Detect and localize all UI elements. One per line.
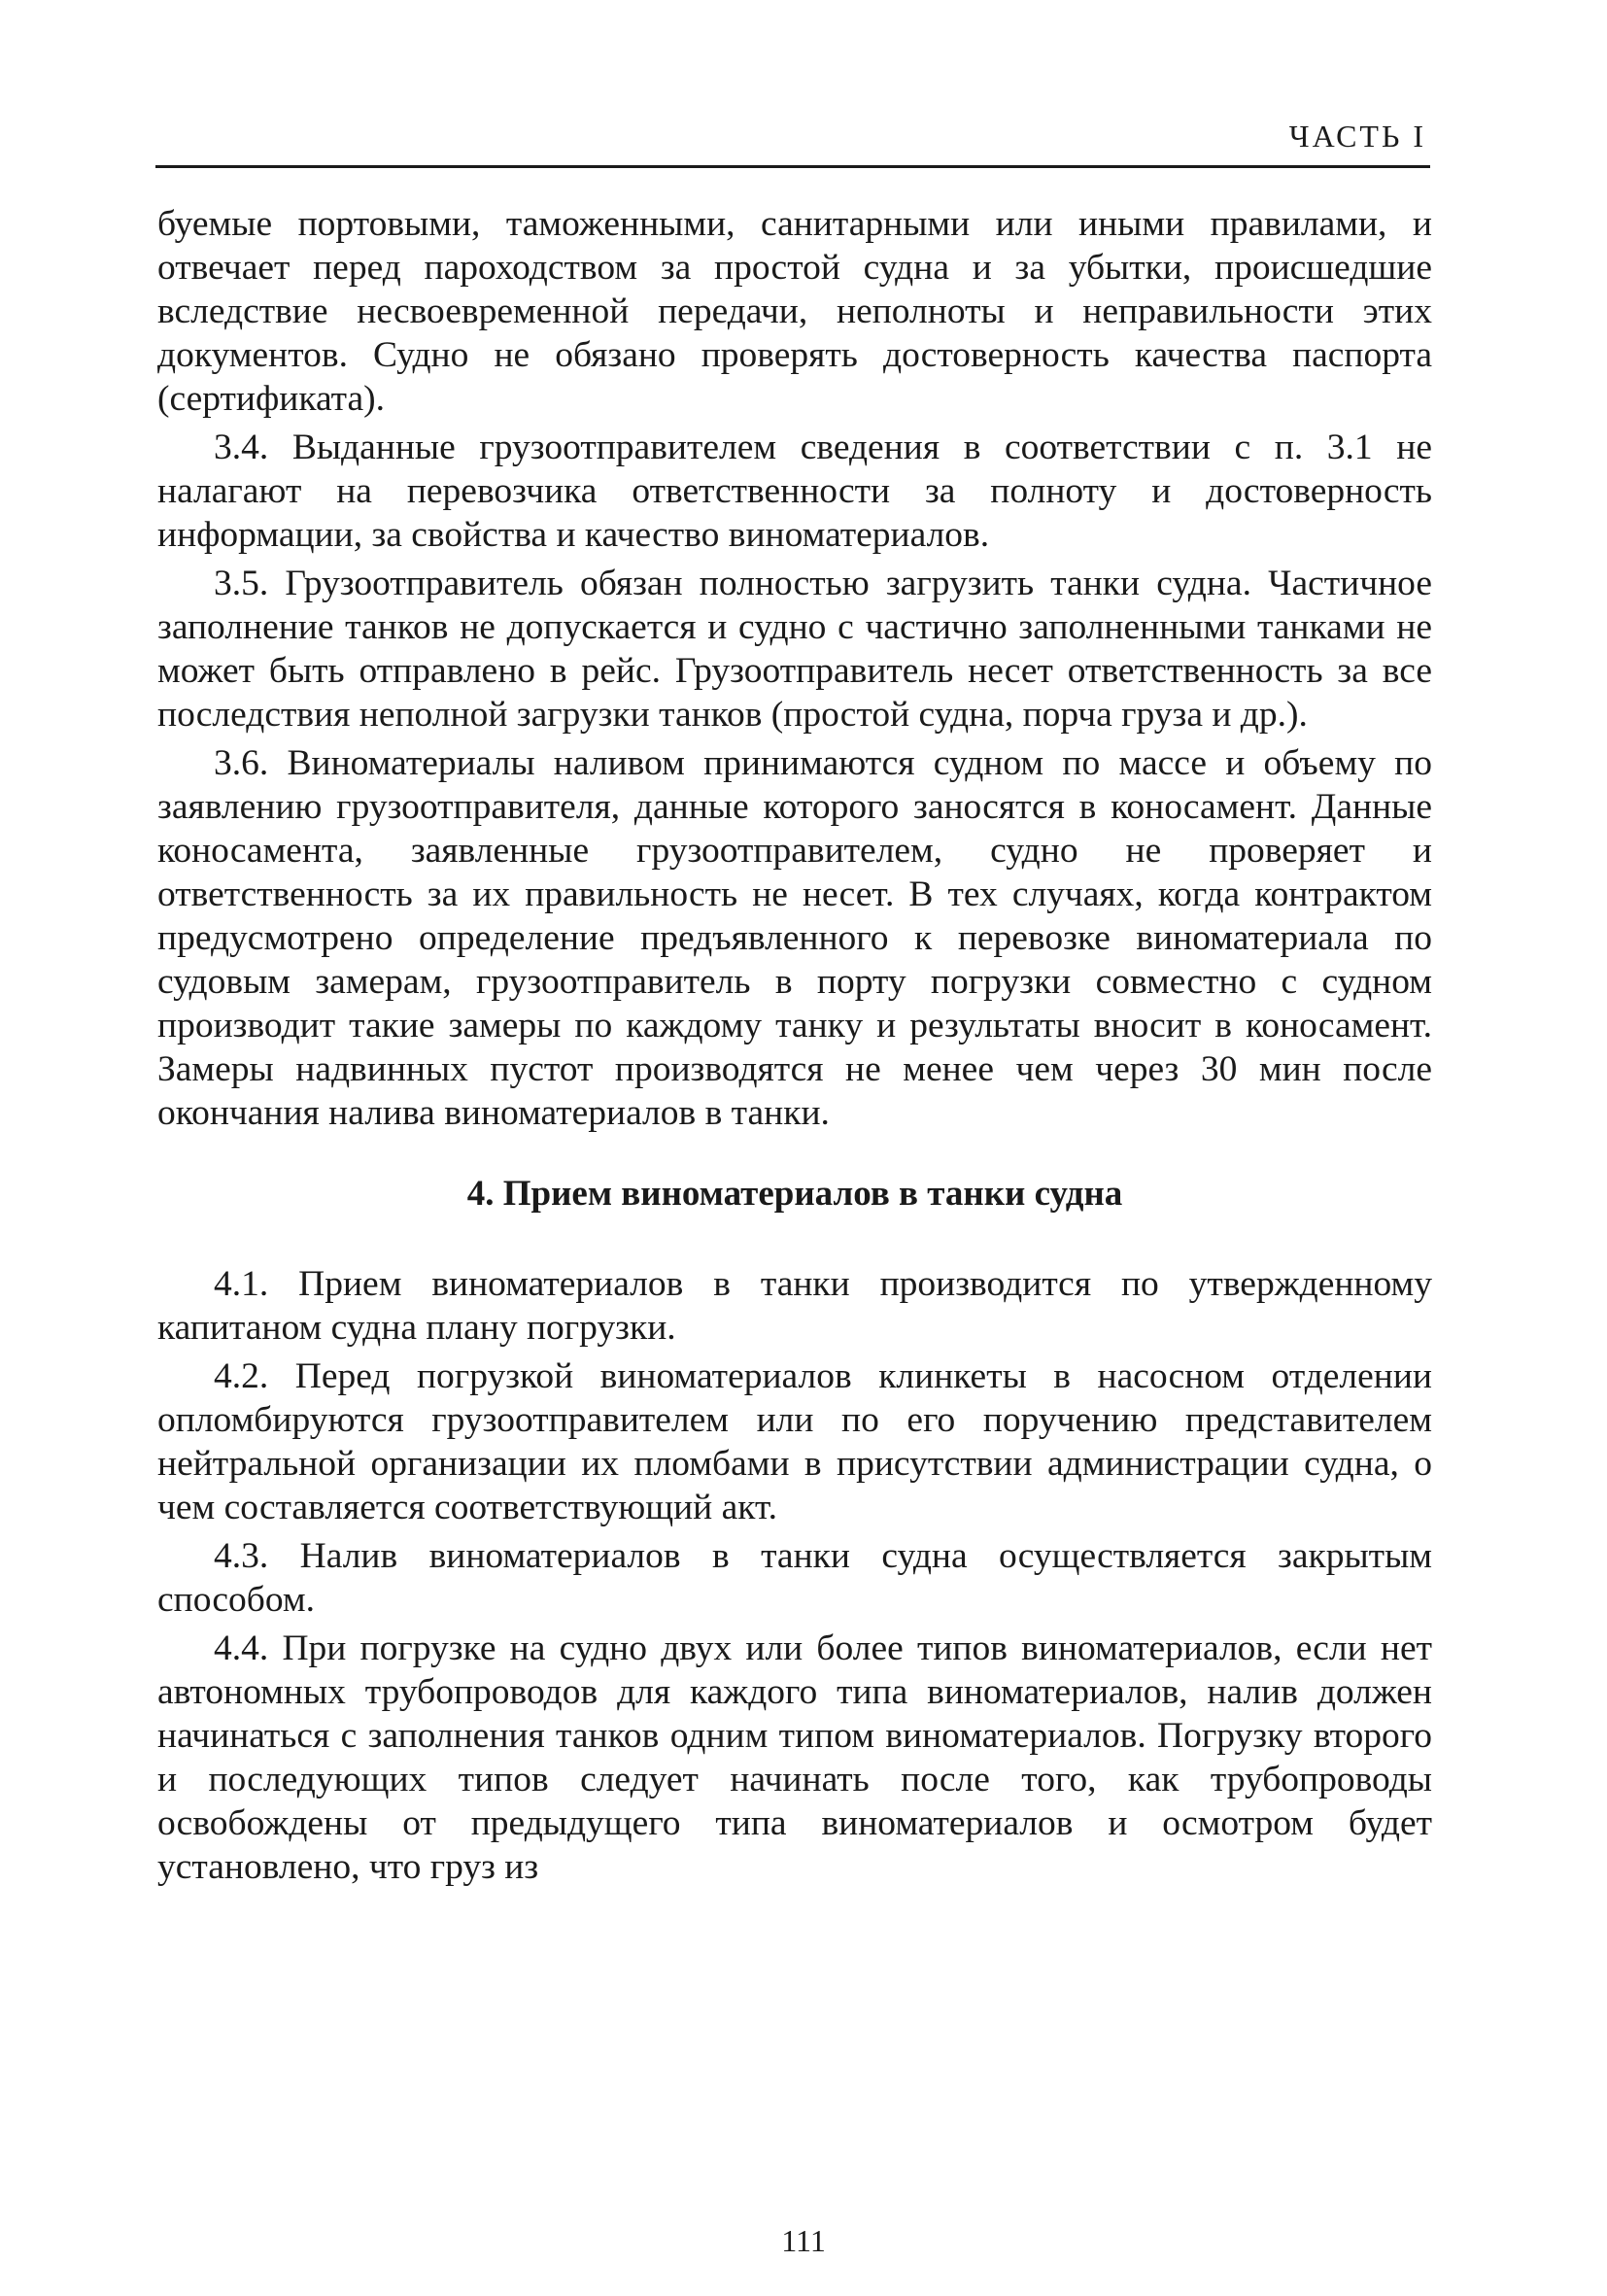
paragraph-4-3: 4.3. Налив виноматериалов в танки судна осуществляется закрытым способом. bbox=[157, 1536, 1432, 1620]
paragraph-4-1: 4.1. Прием виноматериалов в танки производится по утвержденному капитаном судна плану погрузки. bbox=[157, 1264, 1432, 1348]
paragraph-3-4: 3.4. Выданные грузоотправителем сведения в соответствии с п. 3.1 не налагают на перевозчика ответственности за полноту и достоверность информации, за свойства и качество виноматериалов. bbox=[157, 428, 1432, 555]
running-head bbox=[155, 115, 1430, 168]
paragraph-continuation: буемые портовыми, таможенными, санитарными или иными правилами, и отвечает перед пароходством за простой судна и за убытки, происшедшие вследствие несвоевременной передачи, неполноты и неправильности этих документов. Судно не обязано проверять достоверность качества паспорта (сертификата). bbox=[157, 204, 1432, 419]
running-head-text: ЧАСТЬ I bbox=[1288, 119, 1426, 154]
body-text bbox=[157, 202, 1432, 1894]
paragraph-4-4: 4.4. При погрузке на судно двух или более типов виноматериалов, если нет автономных трубопроводов для каждого типа виноматериалов, налив должен начинаться с заполнения танков одним типом виноматериалов. Погрузку второго и последующих типов следует начинать после того, как трубопроводы освобождены от предыдущего типа виноматериалов и осмотром будет установлено, что груз из bbox=[157, 1628, 1432, 1887]
paragraph-3-6: 3.6. Виноматериалы наливом принимаются судном по массе и объему по заявлению грузоотправителя, данные которого заносятся в коносамент. Данные коносамента, заявленные грузоотправителем, судно не проверяет и ответственность за их правильность не несет. В тех случаях, когда контрактом предусмотрено определение предъявленного к перевозке виноматериала по судовым замерам, грузоотправитель в порту погрузки совместно с судном производит такие замеры по каждому танку и результаты вносит в коносамент. Замеры надвинных пустот производятся не менее чем через 30 мин после окончания налива виноматериалов в танки. bbox=[157, 743, 1432, 1133]
paragraph-3-5: 3.5. Грузоотправитель обязан полностью загрузить танки судна. Частичное заполнение танков не допускается и судно с частично заполненными танками не может быть отправлено в рейс. Грузоотправитель несет ответственность за все последствия неполной загрузки танков (простой судна, порча груза и др.). bbox=[157, 564, 1432, 735]
paragraph-4-2: 4.2. Перед погрузкой виноматериалов клинкеты в насосном отделении опломбируются грузоотправителем или по его поручению представителем нейтральной организации их пломбами в присутствии администрации судна, о чем составляется соответствующий акт. bbox=[157, 1356, 1432, 1527]
page-number: 111 bbox=[781, 2223, 826, 2258]
section-4-heading: 4. Прием виноматериалов в танки судна bbox=[466, 1174, 1123, 1214]
